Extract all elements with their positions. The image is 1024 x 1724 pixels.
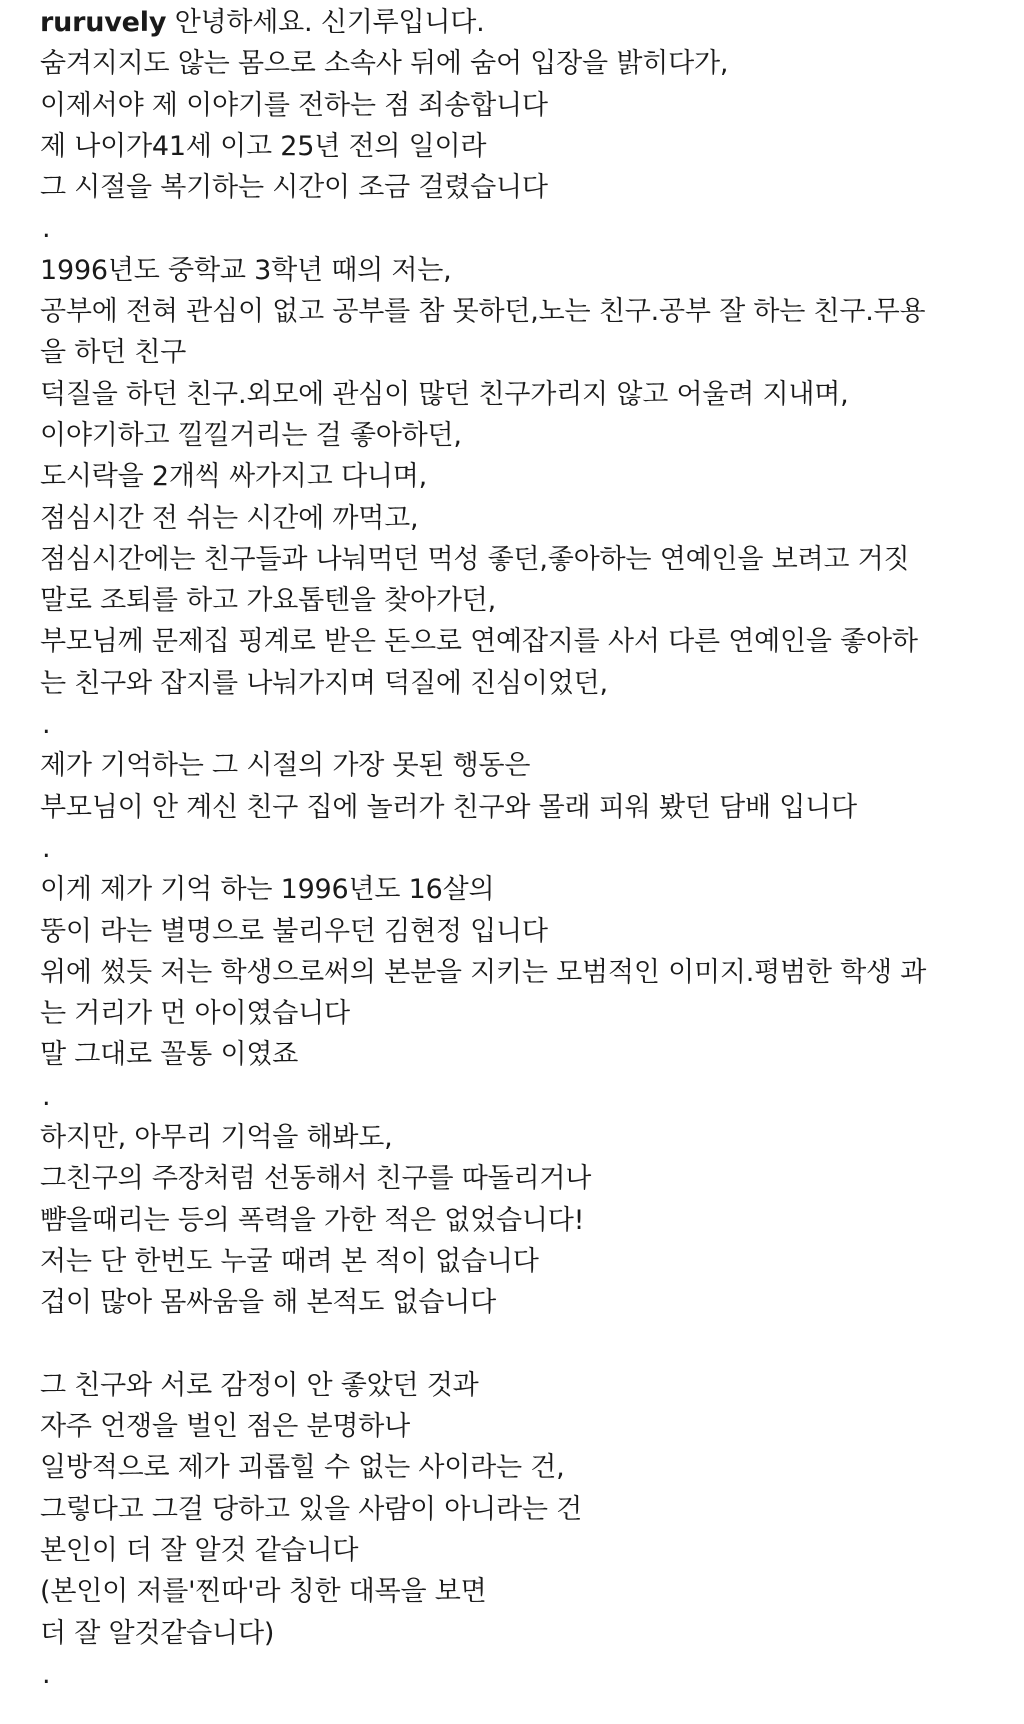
caption-line: 그 시절을 복기하는 시간이 조금 걸렸습니다: [40, 172, 548, 204]
caption-line: 도시락을 2개씩 싸가지고 다니며,: [40, 461, 427, 493]
caption-first-line: [40, 2, 1000, 43]
caption-line: 제 나이가41세 이고 25년 전의 일이라: [40, 130, 487, 162]
caption-line: 이야기하고 낄낄거리는 걸 좋아하던,: [40, 419, 462, 451]
caption-line: 는 친구와 잡지를 나눠가지며 덕질에 진심이었던,: [40, 667, 608, 699]
caption-line: 뚱이 라는 별명으로 불리우던 김현정 입니다: [40, 915, 548, 947]
caption-line: 말 그대로 꼴통 이였죠: [40, 1039, 299, 1071]
caption-line: 을 하던 친구: [40, 337, 187, 369]
caption-line: 자주 언쟁을 벌인 점은 분명하나: [40, 1411, 410, 1443]
caption-line: 그친구의 주장처럼 선동해서 친구를 따돌리거나: [40, 1163, 592, 1195]
caption-line: 저는 단 한번도 누굴 때려 본 적이 없습니다: [40, 1245, 539, 1277]
post-caption: [40, 2, 1000, 1695]
caption-line: 그 친구와 서로 감정이 안 좋았던 것과: [40, 1369, 479, 1401]
caption-line: 이제서야 제 이야기를 전하는 점 죄송합니다: [40, 89, 548, 121]
username-link[interactable]: ruruvely: [40, 7, 167, 38]
caption-line: 공부에 전혀 관심이 없고 공부를 참 못하던,노는 친구.공부 잘 하는 친구.무용: [40, 296, 926, 328]
caption-line: 본인이 더 잘 알것 같습니다: [40, 1534, 359, 1566]
caption-line: 점심시간에는 친구들과 나눠먹던 먹성 좋던,좋아하는 연예인을 보려고 거짓: [40, 543, 910, 575]
caption-line: 이게 제가 기억 하는 1996년도 16살의: [40, 874, 495, 906]
caption-line: 부모님께 문제집 핑계로 받은 돈으로 연예잡지를 사서 다른 연예인을 좋아하: [40, 626, 918, 658]
caption-line: 뺨을때리는 등의 폭력을 가한 적은 없었습니다!: [40, 1204, 585, 1236]
caption-line: 겁이 많아 몸싸움을 해 본적도 없습니다: [40, 1287, 497, 1319]
caption-separator-dot: .: [42, 832, 51, 864]
caption-line: 는 거리가 먼 아이였습니다: [40, 998, 350, 1030]
caption-line: 위에 썼듯 저는 학생으로써의 본분을 지키는 모범적인 이미지.평범한 학생 과: [40, 956, 927, 988]
caption-separator-dot: .: [42, 213, 51, 245]
caption-separator-dot: .: [42, 1658, 51, 1690]
caption-line: 덕질을 하던 친구.외모에 관심이 많던 친구가리지 않고 어울려 지내며,: [40, 378, 849, 410]
caption-blank-line: [40, 1324, 1000, 1365]
caption-text: 안녕하세요. 신기루입니다.: [174, 7, 485, 38]
caption-line: 숨겨지지도 않는 몸으로 소속사 뒤에 숨어 입장을 밝히다가,: [40, 48, 729, 80]
caption-line: 1996년도 중학교 3학년 때의 저는,: [40, 254, 452, 286]
caption-line: (본인이 저를'찐따'라 칭한 대목을 보면: [40, 1576, 487, 1608]
caption-line: 더 잘 알것같습니다): [40, 1617, 275, 1649]
caption-line: 일방적으로 제가 괴롭힐 수 없는 사이라는 건,: [40, 1452, 565, 1484]
caption-separator-dot: .: [42, 709, 51, 741]
caption-separator-dot: .: [42, 1080, 51, 1112]
caption-line: 제가 기억하는 그 시절의 가장 못된 행동은: [40, 750, 531, 782]
caption-line: 점심시간 전 쉬는 시간에 까먹고,: [40, 502, 419, 534]
caption-line: 말로 조퇴를 하고 가요톱텐을 찾아가던,: [40, 585, 497, 617]
caption-line: 하지만, 아무리 기억을 해봐도,: [40, 1122, 393, 1154]
caption-line: 부모님이 안 계신 친구 집에 놀러가 친구와 몰래 피워 봤던 담배 입니다: [40, 791, 857, 823]
caption-line: 그렇다고 그걸 당하고 있을 사람이 아니라는 건: [40, 1493, 583, 1525]
